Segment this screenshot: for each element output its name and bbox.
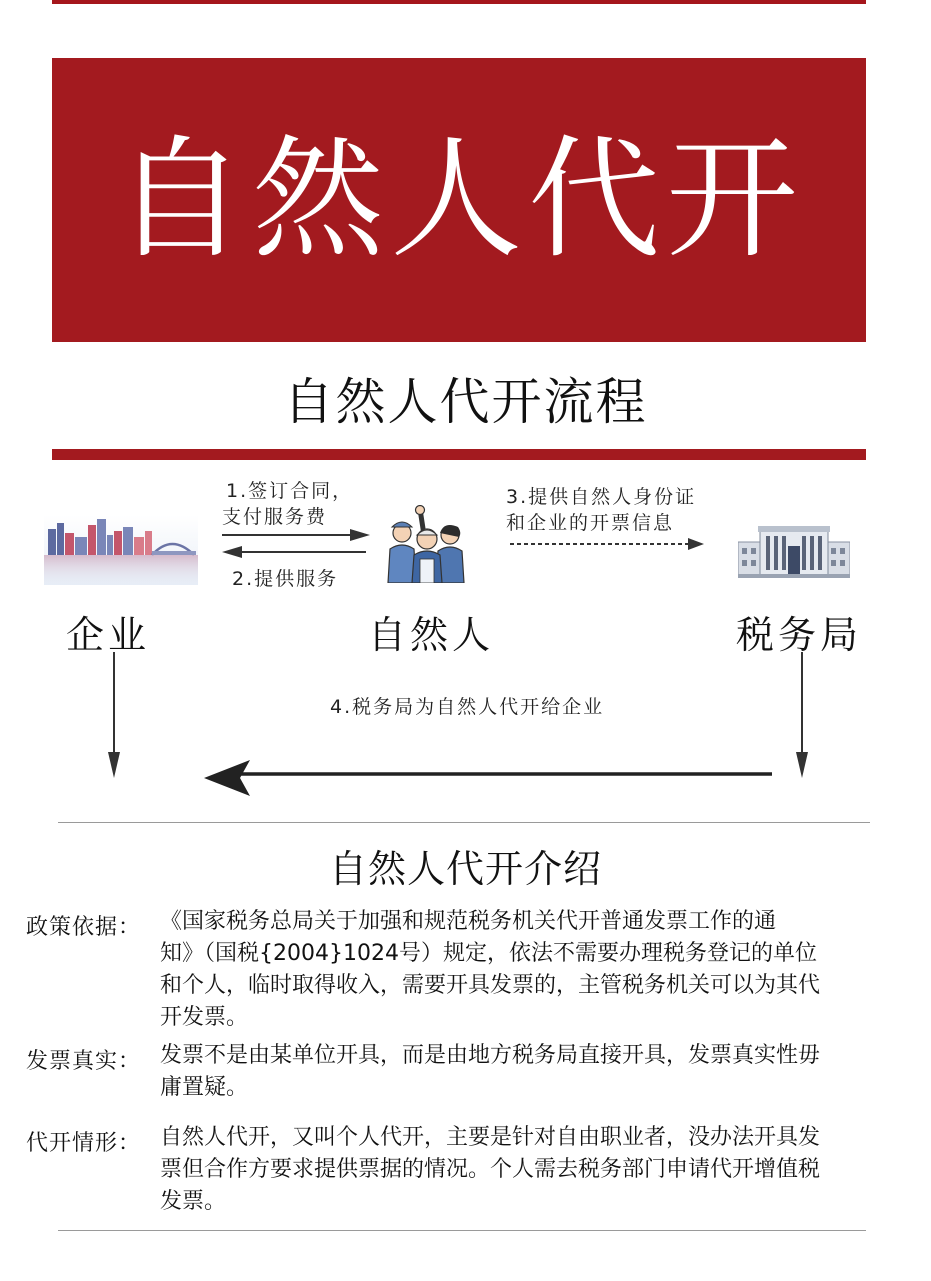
intro-row-label-policy: 政策依据： <box>26 915 142 940</box>
intro-row-text-policy: 《国家税务总局关于加强和规范税务机关代开普通发票工作的通知》（国税{2004}1024号）规定，依法不需要办理税务登记的单位和个人，临时取得收入，需要开具发票的，主管税务机关可以为其代开发票。 <box>160 909 821 1030</box>
arrow-step1-right <box>222 529 370 541</box>
intro-row-text-authenticity: 发票不是由某单位开具，而是由地方税务局直接开具，发票真实性毋庸置疑。 <box>160 1043 821 1100</box>
arrow-step3-dashed <box>510 538 704 550</box>
node-tax-bureau: 税务局 <box>736 613 863 657</box>
arrow-step2-left <box>222 546 366 558</box>
step2-label: 2.提供服务 <box>232 568 339 590</box>
flow-title: 自然人代开流程 <box>283 373 648 431</box>
intro-divider-top <box>58 822 870 823</box>
step1-label-line1: 1.签订合同， <box>226 480 354 502</box>
arrow-tax-bureau-down <box>796 652 808 778</box>
step1-label-line2: 支付服务费 <box>222 506 328 528</box>
intro-row-label-authenticity: 发票真实： <box>26 1049 142 1074</box>
intro-divider-bottom <box>58 1230 866 1231</box>
intro-row-label-cases: 代开情形： <box>26 1131 142 1156</box>
arrow-step4-left <box>204 760 772 796</box>
node-natural-person: 自然人 <box>368 613 495 657</box>
banner-title: 自然人代开 <box>114 123 804 277</box>
step3-label-line1: 3.提供自然人身份证 <box>506 486 697 508</box>
arrow-enterprise-down <box>108 652 120 778</box>
step3-label-line2: 和企业的开票信息 <box>506 512 675 534</box>
step4-label: 4.税务局为自然人代开给企业 <box>330 696 605 718</box>
intro-row-text-cases: 自然人代开，又叫个人代开，主要是针对自由职业者，没办法开具发票但合作方要求提供票据的情况。个人需去税务部门申请代开增值税发票。 <box>160 1125 821 1214</box>
node-enterprise: 企业 <box>66 613 151 657</box>
intro-title: 自然人代开介绍 <box>328 847 602 891</box>
